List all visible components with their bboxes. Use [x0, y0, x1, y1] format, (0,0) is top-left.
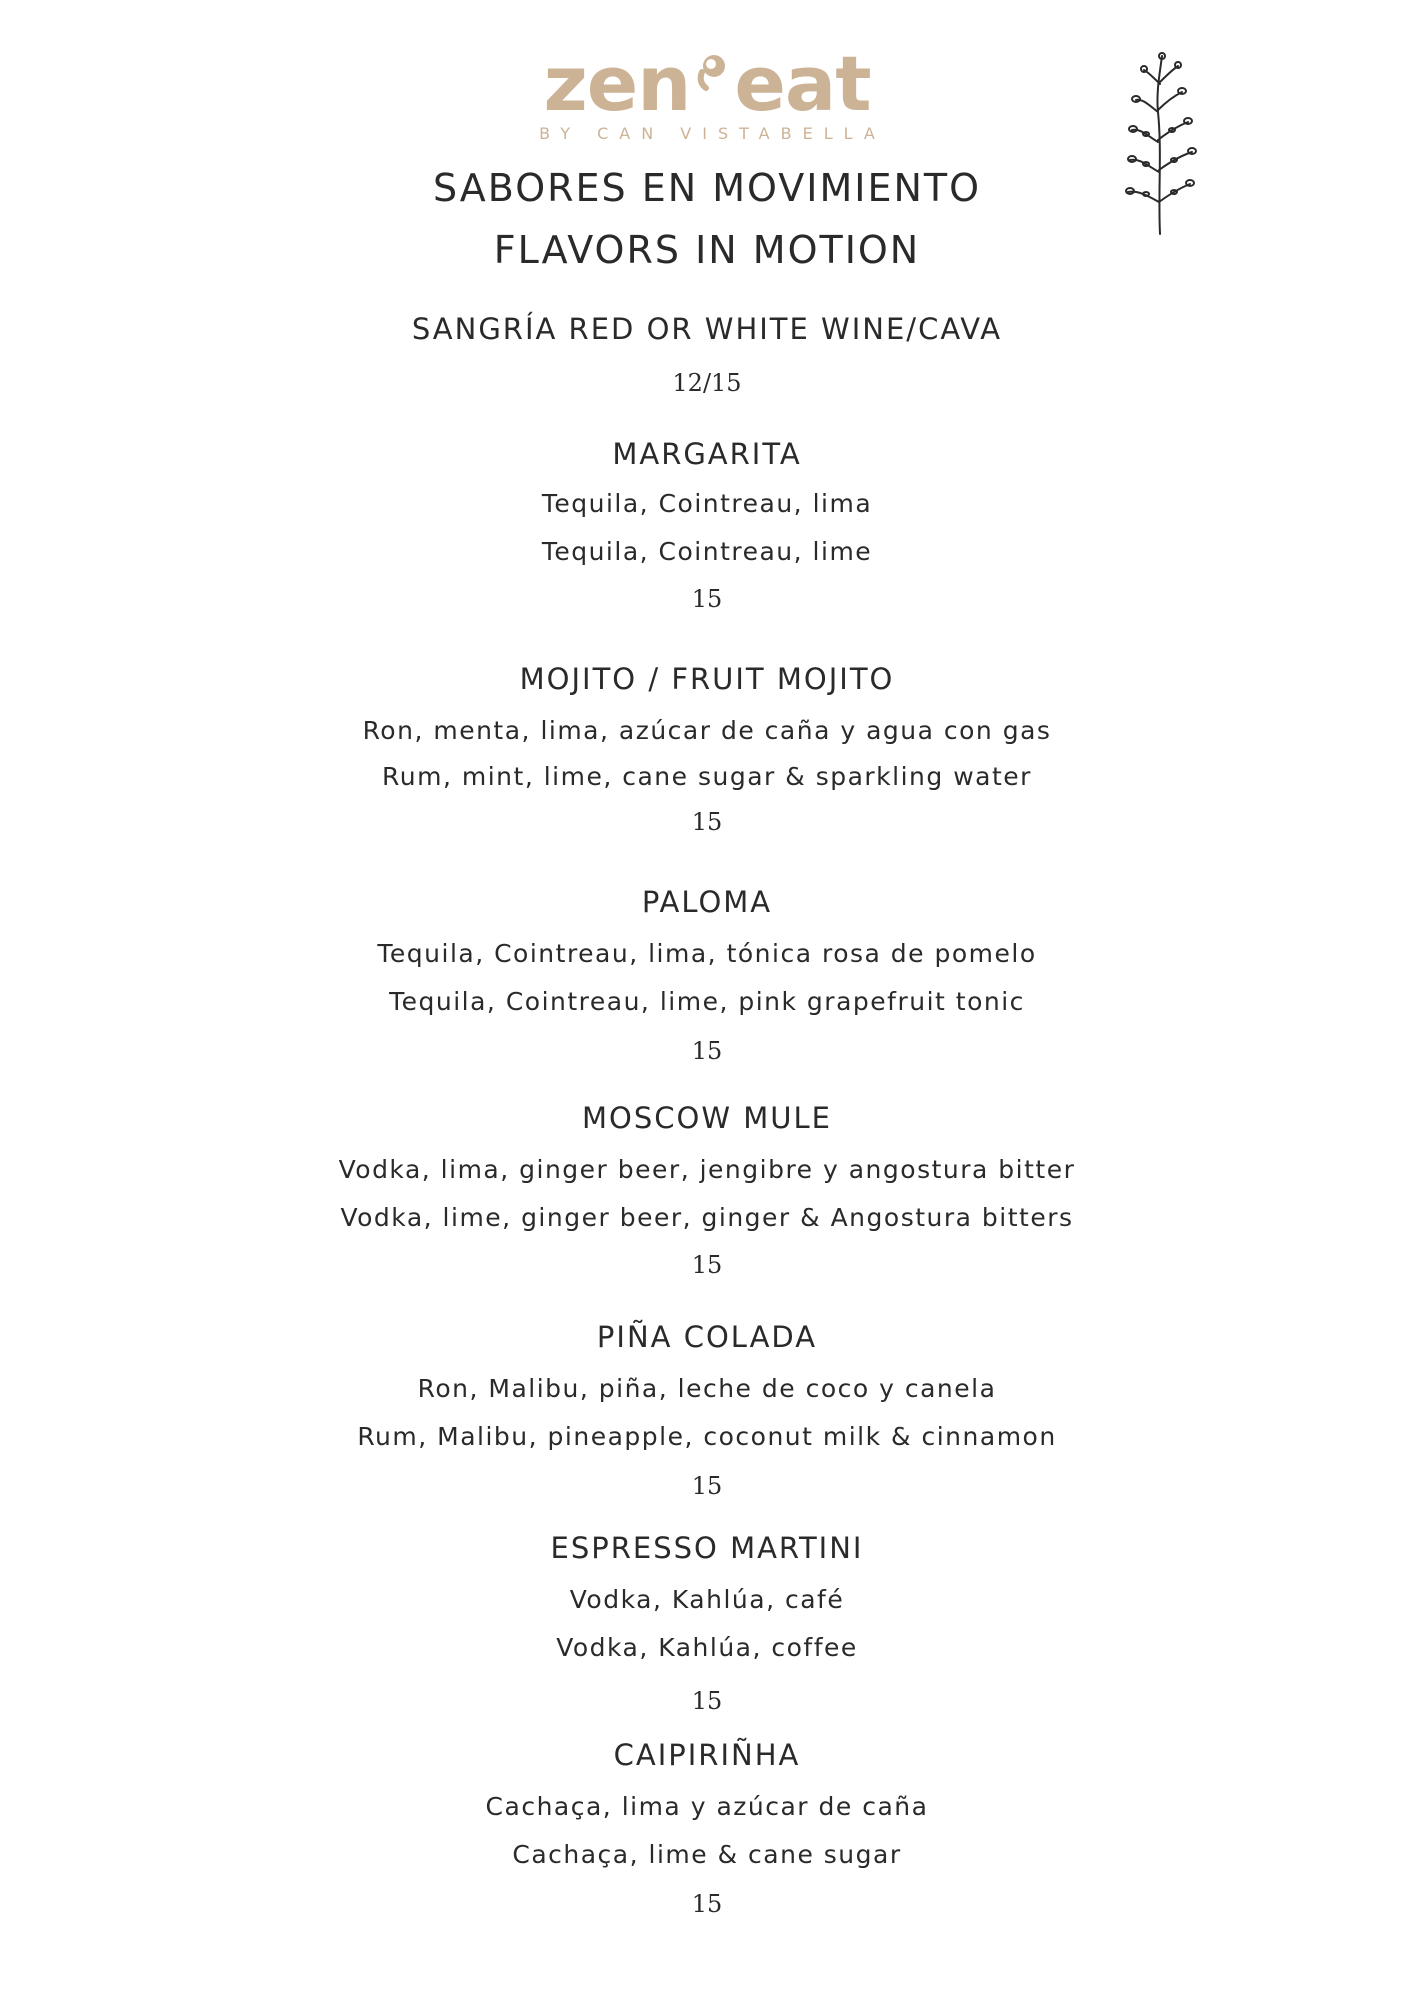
brand-swirl-icon — [692, 48, 732, 92]
item-description-en: Tequila, Cointreau, lime, pink grapefruit tonic — [389, 987, 1025, 1016]
brand-wordmark — [543, 39, 871, 128]
menu-item-sangria — [0, 311, 1414, 400]
menu-item-paloma — [0, 884, 1414, 1068]
item-description-es: Cachaça, lima y azúcar de caña — [485, 1792, 929, 1821]
item-description-en: Rum, mint, lime, cane sugar & sparkling water — [382, 762, 1032, 791]
item-description-es: Ron, menta, lima, azúcar de caña y agua con gas — [362, 716, 1052, 745]
item-price: 15 — [691, 1037, 723, 1065]
menu-item-moscow-mule — [0, 1100, 1414, 1282]
menu-item-mojito — [0, 661, 1414, 839]
item-price: 15 — [691, 1687, 723, 1715]
item-name: SANGRÍA RED OR WHITE WINE/CAVA — [411, 312, 1003, 346]
item-description-es: Vodka, Kahlúa, café — [569, 1585, 845, 1614]
item-description-en: Vodka, lime, ginger beer, ginger & Angostura bitters — [340, 1203, 1074, 1232]
item-description-en: Cachaça, lime & cane sugar — [512, 1840, 902, 1869]
brand-tagline: BY CAN VISTABELLA — [539, 124, 886, 143]
item-description-es: Tequila, Cointreau, lima — [541, 489, 873, 518]
item-name: PIÑA COLADA — [596, 1320, 818, 1354]
brand-logo — [0, 39, 1414, 143]
brand-name-right: eat — [734, 39, 871, 128]
menu-item-margarita — [0, 436, 1414, 616]
item-description-en: Rum, Malibu, pineapple, coconut milk & cinnamon — [357, 1422, 1057, 1451]
item-price: 15 — [691, 585, 723, 613]
menu-item-pina-colada — [0, 1319, 1414, 1503]
item-price: 12/15 — [672, 369, 742, 397]
item-price: 15 — [691, 1251, 723, 1279]
item-price: 15 — [691, 808, 723, 836]
item-name: MARGARITA — [612, 437, 802, 471]
item-description-es: Tequila, Cointreau, lima, tónica rosa de pomelo — [377, 939, 1037, 968]
item-description-en: Vodka, Kahlúa, coffee — [556, 1633, 858, 1662]
brand-name-left: zen — [543, 39, 691, 128]
item-price: 15 — [691, 1472, 723, 1500]
item-price: 15 — [691, 1890, 723, 1918]
item-name: PALOMA — [641, 885, 773, 919]
title-spanish: SABORES EN MOVIMIENTO — [432, 166, 982, 210]
menu-item-espresso-martini — [0, 1530, 1414, 1718]
item-name: ESPRESSO MARTINI — [550, 1531, 864, 1565]
item-name: MOSCOW MULE — [582, 1101, 832, 1135]
item-description-es: Vodka, lima, ginger beer, jengibre y angostura bitter — [338, 1155, 1076, 1184]
menu-item-caipirinha — [0, 1737, 1414, 1921]
item-name: CAIPIRIÑHA — [613, 1738, 801, 1772]
item-description-en: Tequila, Cointreau, lime — [541, 537, 873, 566]
title-english: FLAVORS IN MOTION — [493, 228, 921, 272]
item-description-es: Ron, Malibu, piña, leche de coco y canela — [417, 1374, 997, 1403]
item-name: MOJITO / FRUIT MOJITO — [519, 662, 895, 696]
